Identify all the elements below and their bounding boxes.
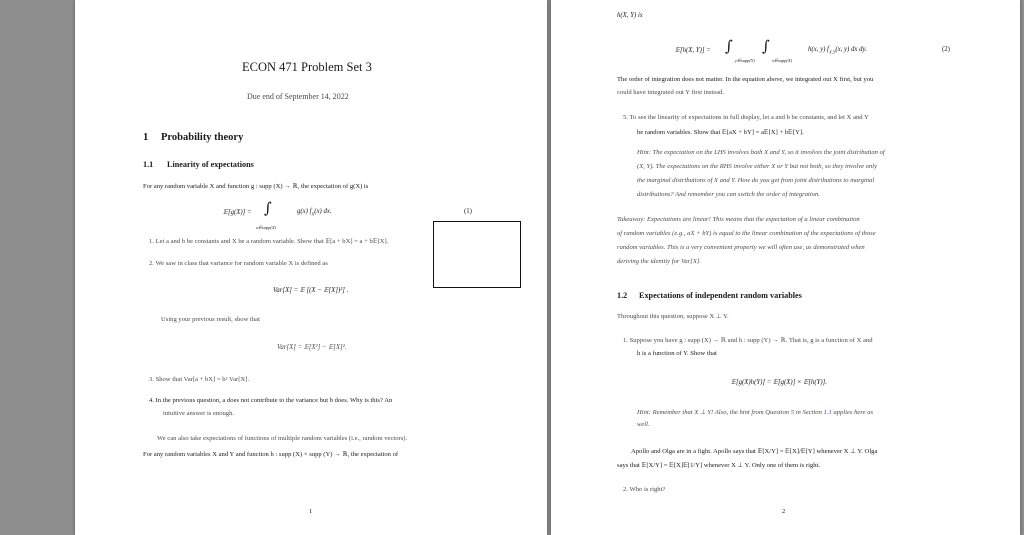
hint-part: applies here as — [833, 409, 874, 416]
hint-part: in Section — [795, 409, 822, 416]
pdf-page-1 — [75, 0, 547, 535]
takeaway-text: Takeaway: Expectations are linear! This means that the expectation of a linear combination — [617, 216, 860, 223]
pdf-page-2 — [551, 0, 1020, 535]
paragraph: The order of integration does not matter. In the equation above, we integrated out X first, but you — [617, 76, 874, 83]
paragraph: Throughout this question, suppose X ⊥ Y. — [617, 313, 729, 320]
list-item: 2. Who is right? — [623, 486, 666, 493]
variance-definition: Var[X] = 𝔼 [(X − 𝔼[X])²] . — [273, 287, 349, 294]
subsection-title: Linearity of expectations — [167, 160, 254, 169]
hint-text: Hint: The expectation on the LHS involves both X and Y, so it involves the joint distribution of — [637, 149, 885, 156]
integrand-tail: (x) dx. — [314, 208, 332, 215]
paragraph: For any random variables X and Y and function h : supp (X) × supp (Y) → ℝ, the expectation of — [143, 451, 399, 458]
equation-integrand — [808, 46, 867, 54]
list-item: 2. We saw in class that variance for random variable X is defined as — [149, 260, 328, 267]
integrand-part: g(x) f — [297, 208, 312, 215]
section-link[interactable]: 1.1 — [823, 409, 832, 416]
due-date: Due end of September 14, 2022 — [247, 92, 349, 101]
list-item: 3. Show that Var[a + bX] = b² Var[X]. — [149, 376, 249, 383]
integral-subscript: y∈supp(Y) — [735, 58, 755, 63]
section-title: Probability theory — [161, 132, 244, 143]
page-number: 1 — [309, 508, 313, 515]
paragraph: For any random variable X and function g : supp (X) → ℝ, the expectation of g(X) is — [143, 183, 369, 190]
subsection-number: 1.2 — [617, 291, 628, 300]
list-item: 4. In the previous question, a does not contribute to the variance but b does. Why is this? An — [149, 397, 393, 404]
list-item: 5. To see the linearity of expectations in full display, let a and b be constants, and let X and Y — [623, 114, 869, 121]
equation-number: (1) — [464, 208, 472, 215]
subsection-title: Expectations of independent random variables — [639, 291, 802, 300]
hint-text — [637, 408, 873, 416]
takeaway-text: of random variables (e.g., aX + bY) is equal to the linear combination of the expectations of those — [617, 230, 876, 237]
subsection-number: 1.1 — [143, 160, 154, 169]
paragraph: We can also take expectations of functions of multiple random variables (i.e., random vectors). — [157, 435, 408, 442]
integrand-tail: (x, y) dx dy. — [835, 46, 867, 53]
list-item: 1. Suppose you have g : supp (X) → ℝ and h : supp (Y) → ℝ. That is, g is a function of X and — [623, 337, 873, 344]
hint-text: the marginal distributions of X and Y. How do you get from joint distributions to marginal — [637, 177, 875, 184]
integral-subscript: x∈supp(X) — [256, 225, 277, 230]
equation-number: (2) — [942, 46, 950, 53]
equation-lhs: 𝔼[h(X, Y)] = — [675, 47, 711, 54]
equation-lhs: 𝔼[g(X)] = — [223, 209, 252, 216]
continued-text: h(X, Y) is — [617, 12, 643, 19]
list-item-continuation: intuitive answer is enough. — [163, 410, 235, 417]
paragraph: could have integrated out Y first instead. — [617, 89, 724, 96]
hint-part: Hint: Remember that X ⊥ Y! Also, the hint from Question — [637, 409, 790, 416]
hint-text: (X, Y). The expectations on the RHS involve either X or Y but not both, so they involve only — [637, 163, 878, 170]
integrand-subscript: X,Y — [828, 49, 836, 55]
document-title: ECON 471 Problem Set 3 — [242, 60, 372, 74]
list-item: 1. Let a and b be constants and X be a random variable. Show that 𝔼[a + bX] = a + b𝔼[X]. — [149, 238, 389, 245]
takeaway-text: random variables. This is a very convenient property we will often use, as demonstrated when — [617, 244, 865, 251]
integral-sign: ∫ — [264, 199, 272, 217]
hint-text: distributions? And remember you can switch the order of integration. — [637, 191, 820, 198]
section-number: 1 — [143, 132, 149, 143]
list-item-continuation: h is a function of Y. Show that — [637, 350, 717, 357]
annotation-rectangle[interactable] — [433, 221, 521, 288]
integral-sign: ∫ — [762, 37, 770, 55]
integral-sign: ∫ — [725, 37, 733, 55]
variance-identity: Var[X] = 𝔼[X²] − 𝔼[X]². — [277, 344, 347, 351]
paragraph: says that 𝔼[X/Y] = 𝔼[X]𝔼[1/Y] whenever X ⊥ Y. Only one of them is right. — [617, 462, 820, 469]
equation-integrand — [297, 208, 332, 216]
integrand-part: h(x, y) f — [808, 46, 829, 53]
independence-equation: 𝔼[g(X)h(Y)] = 𝔼[g(X)] × 𝔼[h(Y)]. — [731, 379, 827, 386]
takeaway-text: deriving the identity for Var[X]. — [617, 258, 702, 265]
integrand-subscript: X — [311, 211, 315, 217]
integral-subscript: x∈supp(X) — [772, 58, 793, 63]
paragraph: Using your previous result, show that — [161, 316, 260, 323]
page-number: 2 — [782, 508, 786, 515]
list-item-continuation: be random variables. Show that 𝔼[aX + bY] = a𝔼[X] + b𝔼[Y]. — [637, 129, 804, 136]
paragraph: Apollo and Olga are in a fight. Apollo says that 𝔼[X/Y] = 𝔼[X]/𝔼[Y] whenever X ⊥ Y. Olga — [631, 448, 878, 455]
hint-text: well. — [637, 421, 650, 428]
question-link[interactable]: 5 — [790, 409, 795, 416]
